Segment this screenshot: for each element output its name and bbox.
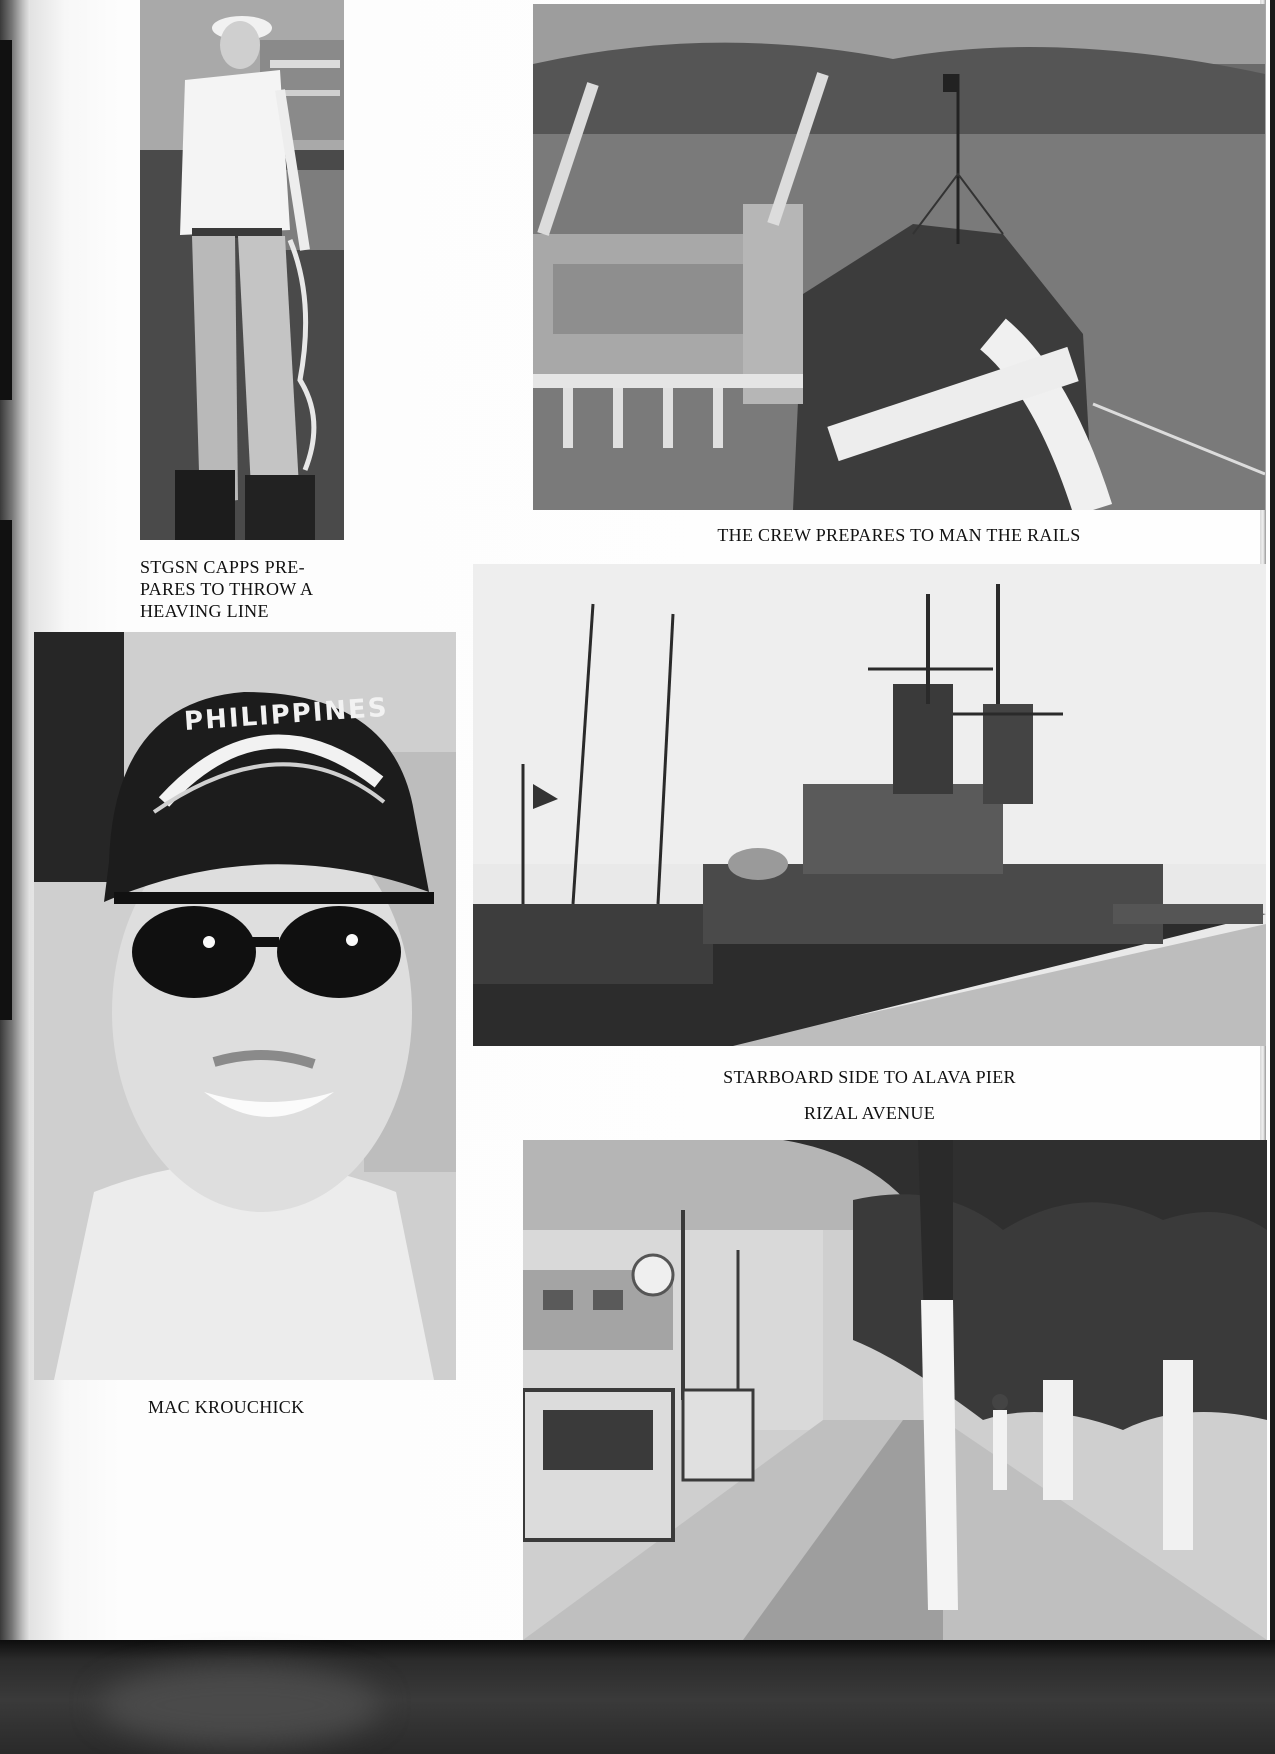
caption-capps-line-1: STGSN CAPPS PRE- — [140, 557, 305, 577]
caption-capps — [140, 556, 380, 622]
caption-capps-line-3: HEAVING LINE — [140, 601, 269, 621]
spine-shadow-band — [0, 520, 12, 1020]
photo-rizal-avenue — [523, 1140, 1267, 1640]
spine-shadow-band — [0, 40, 12, 400]
caption-crew: THE CREW PREPARES TO MAN THE RAILS — [717, 525, 1081, 545]
yearbook-page — [30, 0, 1270, 1640]
caption-capps-line-2: PARES TO THROW A — [140, 579, 314, 599]
photo-ship-pier — [473, 564, 1266, 1046]
cap-lettering: PHILIPPINES — [183, 692, 390, 737]
photo-sailor-heaving-line — [140, 0, 344, 540]
ship-image — [473, 564, 1266, 1046]
caption-rizal: RIZAL AVENUE — [803, 1103, 936, 1123]
sailor-image — [140, 0, 344, 540]
portrait-image — [34, 632, 456, 1380]
thumb-shadow — [100, 1665, 380, 1745]
street-image — [523, 1140, 1267, 1640]
book-spine — [0, 0, 30, 1640]
photo-crew-bow — [533, 4, 1265, 510]
bow-image — [533, 4, 1265, 510]
caption-mac: MAC KROUCHICK — [148, 1397, 305, 1417]
caption-starboard: STARBOARD SIDE TO ALAVA PIER — [723, 1067, 1016, 1087]
photo-portrait-krouchick — [34, 632, 456, 1380]
